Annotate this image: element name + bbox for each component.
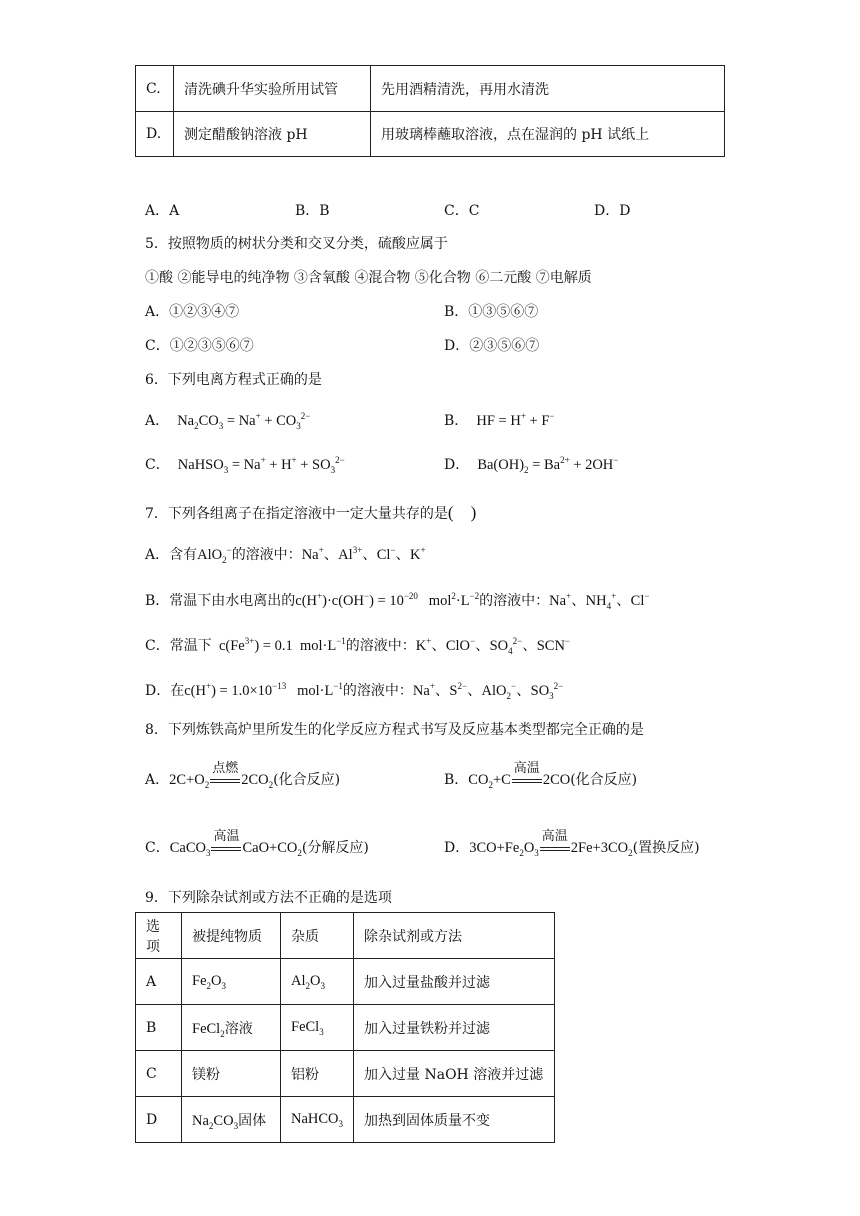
option-label: C． (145, 638, 170, 654)
cell-option: A (136, 959, 182, 1005)
option-label: D． (444, 457, 470, 473)
q7-option-a[interactable] (145, 543, 426, 564)
q7-stem (145, 498, 476, 523)
equation: $2C+O_2$ 点燃 $2CO_2$ (169, 772, 273, 788)
table-row (136, 1051, 555, 1097)
option-label: A． (145, 772, 170, 788)
equation: $Na_2CO_3 = Na^+ + CO_3^{2-}$ (173, 411, 311, 431)
equation: $CO_2+C$ 高温 2CO (468, 772, 570, 788)
q5-option-c[interactable]: C．①②③⑤⑥⑦ (145, 338, 254, 354)
option-label: C． (145, 840, 170, 856)
reaction-type: (化合反应) (273, 772, 341, 788)
q9-stem: 9．下列除杂试剂或方法不正确的是选项 (145, 890, 392, 906)
q7-option-b[interactable] (145, 589, 649, 610)
q7-option-d[interactable] (145, 679, 563, 700)
q7-stem-text: 7．下列各组离子在指定溶液中一定大量共存的是 (145, 506, 448, 522)
cell-option: C (136, 1051, 182, 1097)
column-header: 除杂试剂或方法 (354, 913, 555, 959)
option-text: 的溶液中： (345, 638, 416, 654)
row-label: D. (136, 112, 174, 157)
q4-option-d[interactable]: D．D (594, 203, 631, 219)
reaction-type: (置换反应) (632, 840, 700, 856)
reaction-condition: 高温 (513, 760, 540, 776)
cell-impurity: NaHCO$_3$ (281, 1097, 354, 1143)
q4-option-c[interactable]: C．C (444, 203, 480, 219)
table-row (136, 112, 725, 157)
option-label: A． (145, 413, 170, 429)
reaction-type: (分解反应) (301, 840, 369, 856)
option-label: A． (145, 547, 170, 563)
equation: NaHSO$_3$ = $Na^+ + H^+ + SO_3^{2-}$ (174, 455, 345, 475)
reaction-condition: 点燃 (212, 760, 239, 776)
equation: $c(H^+) = 1.0\times 10^{-13}$ $mol\cdot L^{-1}$ (184, 681, 343, 699)
equation: HF = H+ + F− (472, 411, 555, 429)
cell-option: D (136, 1097, 182, 1143)
cell-pure: $Na_2CO_3$固体 (182, 1097, 281, 1143)
table-row (136, 959, 555, 1005)
option-label: B． (444, 772, 469, 788)
option-label: B． (444, 413, 469, 429)
cell-method: 加热到固体质量不变 (354, 1097, 555, 1143)
q8-stem: 8．下列炼铁高炉里所发生的化学反应方程式书写及反应基本类型都完全正确的是 (145, 722, 644, 738)
q6-option-d[interactable] (444, 454, 618, 474)
q4-option-b[interactable]: B．B (295, 203, 330, 219)
column-header: 被提纯物质 (182, 913, 281, 959)
q5-option-d[interactable]: D．②③⑤⑥⑦ (444, 338, 540, 354)
answer-paren: ( ) (447, 503, 477, 522)
reaction-type: (化合反应) (570, 772, 638, 788)
column-header: 杂质 (281, 913, 354, 959)
cell-impurity: 铝粉 (281, 1051, 354, 1097)
cell-impurity: $Al_2O_3$ (281, 959, 354, 1005)
q6-option-b[interactable] (444, 410, 554, 430)
option-text: 常温下由水电离出的 (169, 593, 296, 609)
row-method: 用玻璃棒蘸取溶液，点在湿润的 pH 试纸上 (371, 112, 725, 157)
q8-option-d[interactable] (444, 828, 700, 858)
option-label: D． (145, 683, 171, 699)
cell-method: 加入过量铁粉并过滤 (354, 1005, 555, 1051)
reaction-arrow (540, 828, 570, 856)
column-header: 选项 (136, 913, 182, 959)
row-operation: 测定醋酸钠溶液 pH (174, 112, 371, 157)
cell-pure: $Fe_2O_3$ (182, 959, 281, 1005)
reaction-arrow (210, 760, 240, 788)
option-text: 含有 (169, 547, 198, 563)
row-method: 先用酒精清洗，再用水清洗 (371, 66, 725, 112)
option-label: D． (444, 840, 470, 856)
cell-option: B (136, 1005, 182, 1051)
option-label: B． (145, 593, 170, 609)
cell-method: 加入过量 NaOH 溶液并过滤 (354, 1051, 555, 1097)
q6-stem: 6．下列电离方程式正确的是 (145, 372, 322, 388)
row-label: C. (136, 66, 174, 112)
option-label: C． (145, 457, 170, 473)
q8-option-b[interactable] (444, 760, 638, 790)
q5-stem: 5．按照物质的树状分类和交叉分类，硫酸应属于 (145, 236, 448, 252)
q5-option-b[interactable]: B．①③⑤⑥⑦ (444, 304, 539, 320)
cell-pure: 镁粉 (182, 1051, 281, 1097)
reaction-arrow (211, 828, 241, 856)
table-row (136, 1005, 555, 1051)
option-text: 的溶液中： (479, 593, 550, 609)
ion-list: Na+、$Al^{3+}$、Cl−、K+ (301, 545, 426, 563)
table-header-row (136, 913, 555, 959)
q4-option-table (135, 65, 725, 157)
cell-pure-suffix: 固体 (238, 1112, 267, 1129)
table-row (136, 1097, 555, 1143)
equation: $Ba(OH)_2 = Ba^{2+} + 2OH^-$ (473, 455, 619, 475)
q6-option-a[interactable] (145, 410, 310, 430)
equation: $c(Fe^{3+}) = 0.1$ $mol\cdot L^{-1}$ (211, 636, 346, 654)
equation: $c(H^+)\cdot c(OH^-) = 10^{-20}$ $mol^2\cdot L^{-2}$ (295, 591, 480, 609)
q8-option-c[interactable] (145, 828, 369, 858)
table-row (136, 66, 725, 112)
option-text: 在 (170, 683, 185, 699)
q5-items: ①酸 ②能导电的纯净物 ③含氧酸 ④混合物 ⑤化合物 ⑥二元酸 ⑦电解质 (145, 270, 592, 286)
reaction-arrow (512, 760, 542, 788)
q6-option-c[interactable] (145, 454, 345, 474)
reaction-condition: 高温 (213, 828, 240, 844)
q4-option-a[interactable]: A．A (145, 203, 180, 219)
q7-option-c[interactable] (145, 634, 570, 655)
option-text: 常温下 (169, 638, 212, 654)
ion-list: K+、ClO−、$SO_4^{2-}$、SCN− (415, 636, 570, 656)
ion-list: Na+、$NH_4^+$、Cl− (549, 591, 650, 611)
q8-option-a[interactable] (145, 760, 341, 790)
cell-pure: FeCl$_2$溶液 (182, 1005, 281, 1051)
q5-option-a[interactable]: A．①②③④⑦ (145, 304, 240, 320)
cell-impurity: FeCl$_3$ (281, 1005, 354, 1051)
q9-table (135, 912, 555, 1143)
cell-pure-suffix: 溶液 (224, 1020, 253, 1037)
row-operation: 清洗碘升华实验所用试管 (174, 66, 371, 112)
equation: AlO$_2$− (197, 545, 232, 565)
cell-method: 加入过量盐酸并过滤 (354, 959, 555, 1005)
equation: CaCO$_3$ 高温 $CaO+CO_2$ (170, 840, 302, 856)
reaction-condition: 高温 (541, 828, 568, 844)
equation: $3CO+Fe_2O_3$ 高温 $2Fe+3CO_2$ (469, 840, 632, 856)
ion-list: Na+、$S^{2-}$、AlO$_2$−、$SO_3^{2-}$ (412, 681, 564, 701)
option-text: 的溶液中： (342, 683, 413, 699)
option-text: 的溶液中： (231, 547, 302, 563)
